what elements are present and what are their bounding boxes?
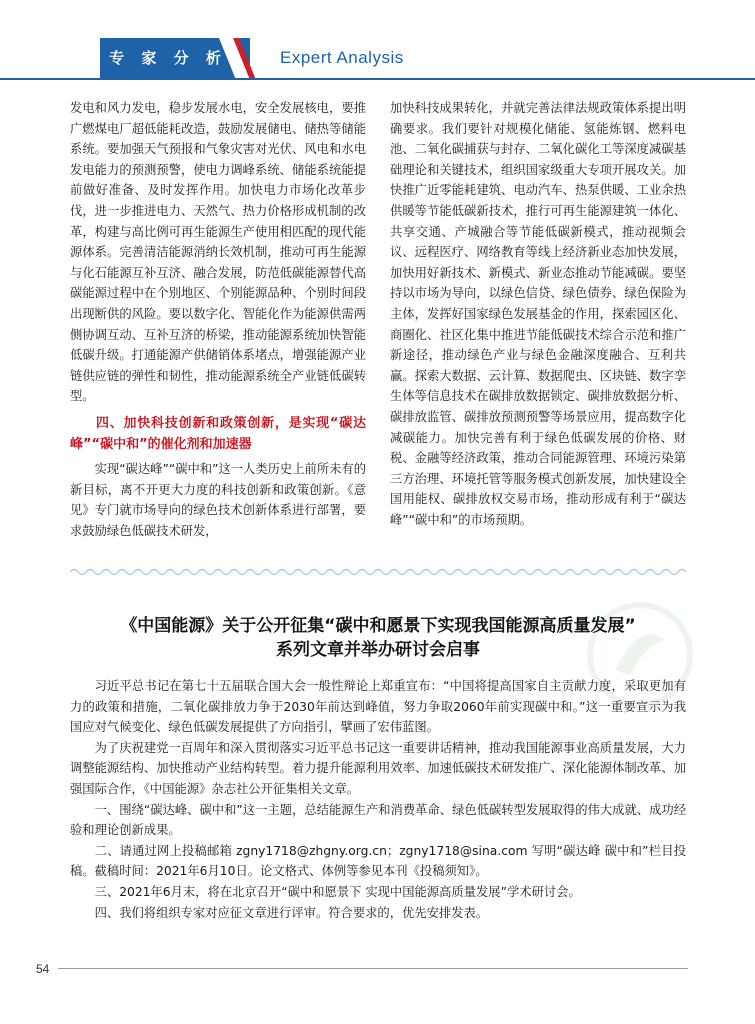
header-rule xyxy=(0,78,755,80)
notice-paragraph: 二、请通过网上投稿邮箱 zgny1718@zhgny.org.cn；zgny1718@sina.com 写明“碳达峰 碳中和”栏目投稿。截稿时间：2021年6月10日。论文格式、体例等参见本刊《投稿须知》。 xyxy=(70,843,686,879)
notice-title xyxy=(70,614,686,662)
notice-paragraph: 习近平总书记在第七十五届联合国大会一般性辩论上郑重宣布：“中国将提高国家自主贡献力度，采取更加有力的政策和措施，二氧化碳排放力争于2030年前达到峰值，努力争取2060年前实现碳中和。”这一重要宣示为我国应对气候变化、绿色低碳发展提供了方向指引，擘画了宏伟蓝图。 xyxy=(70,679,686,735)
notice-title-line: 《中国能源》关于公开征集“碳中和愿景下实现我国能源高质量发展” xyxy=(120,616,636,636)
section-label-cn: 专 家 分 析 xyxy=(109,49,227,67)
page-number: 54 xyxy=(36,962,50,976)
article-paragraph: 实现“碳达峰”“碳中和”这一人类历史上前所未有的新目标，离不开更大力度的科技创新和政策创新。《意见》专门就市场导向的绿色技术创新体系进行部署，要求鼓励绿色低碳技术研发， xyxy=(70,461,367,538)
notice-paragraph: 四、我们将组织专家对应征文章进行评审。符合要求的，优先安排发表。 xyxy=(94,905,489,920)
notice-body xyxy=(70,676,686,923)
article-paragraph: 加快科技成果转化，并就完善法律法规政策体系提出明确要求。我们要针对规模化储能、氢能炼钢、燃料电池、二氧化碳捕获与封存、二氧化碳化工等深度减碳基础理论和关键技术，组织国家级重大专项开展攻关。加快推广近零能耗建筑、电动汽车、热泵供暖、工业余热供暖等节能低碳新技术，推行可再生能源建筑一体化、共享交通、产城融合等节能低碳新模式，推动视频会议、远程医疗、网络教育等线上经济新业态加快发展，加快用好新技术、新模式、新业态推动节能减碳。要坚持以市场为导向，以绿色信贷、绿色债券、绿色保险为主体，发挥好国家绿色发展基金的作用，探索园区化、商圈化、社区化集中推进节能低碳技术综合示范和推广新途径，推动绿色产业与绿色金融深度融合、互利共赢。探索大数据、云计算、数据爬虫、区块链、数字孪生体等信息技术在碳排放数据锁定、碳排放数据分析、碳排放监管、碳排放预测预警等场景应用，提高数字化减碳能力。加快完善有利于绿色低碳发展的价格、财税、金融等经济政策，推动合同能源管理、环境污染第三方治理、环境托管等服务模式创新发展，加快建设全国用能权、碳排放权交易市场，推动形成有利于“碳达峰”“碳中和”的市场预期。 xyxy=(390,101,686,527)
section-header xyxy=(0,38,755,80)
section-label-en: Expert Analysis xyxy=(280,48,404,67)
article-paragraph: 发电和风力发电，稳步发展水电，安全发展核电，要推广燃煤电厂超低能耗改造，鼓励发展储电、储热等储能系统。要加强天气预报和气象灾害对光伏、风电和水电发电能力的预测预警，使电力调峰系统、储能系统能提前做好准备、及时发挥作用。加快电力市场化改革步伐，进一步推进电力、天然气、热力价格形成机制的改革，构建与高比例可再生能源生产使用相匹配的现代能源体系。完善清洁能源消纳长效机制，推动可再生能源与化石能源互补互济、融合发展，防范低碳能源替代高碳能源过程中在个别地区、个别能源品种、个别时间段出现断供的风险。要以数字化、智能化作为能源供需两侧协调互动、互补互济的桥梁，推动能源系统加快智能低碳升级。打通能源产供储销体系堵点，增强能源产业链供应链的弹性和韧性，推动能源系统全产业链低碳转型。 xyxy=(70,101,366,404)
section-heading: 四、加快科技创新和政策创新，是实现“碳达峰”“碳中和”的催化剂和加速器 xyxy=(70,415,366,452)
notice-paragraph: 一、围绕“碳达峰、碳中和”这一主题，总结能源生产和消费革命、绿色低碳转型发展取得的伟大成就、成功经验和理论创新成果。 xyxy=(70,802,686,838)
article-left-column xyxy=(70,98,366,541)
article-right-column xyxy=(390,98,686,530)
notice-title-line: 系列文章并举办研讨会启事 xyxy=(276,640,480,660)
notice-paragraph: 三、2021年6月末，将在北京召开“碳中和愿景下 实现中国能源高质量发展”学术研讨会。 xyxy=(94,884,581,899)
notice-paragraph: 为了庆祝建党一百周年和深入贯彻落实习近平总书记这一重要讲话精神，推动我国能源事业高质量发展，大力调整能源结构、加快推动产业结构转型。着力提升能源利用效率、加速低碳技术研发推广、深化能源体制改革、加强国际合作，《中国能源》杂志社公开征集相关文章。 xyxy=(70,740,686,796)
wavy-divider xyxy=(70,566,686,578)
footer-rule xyxy=(58,968,688,969)
